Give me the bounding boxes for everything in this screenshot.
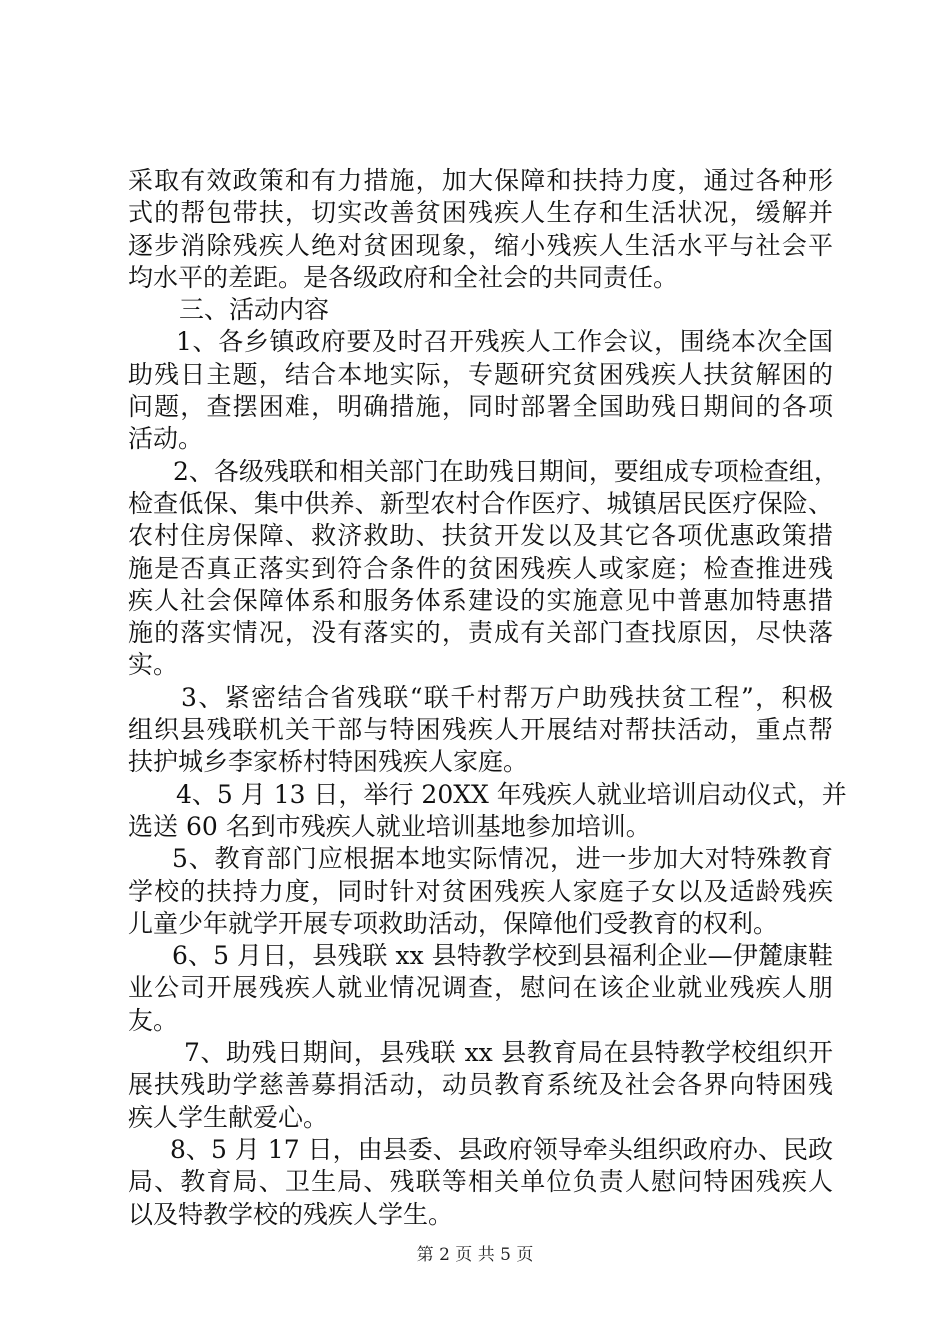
text-line: 疾人学生献爱心。 (128, 1102, 329, 1132)
text-line: 施的落实情况，没有落实的，责成有关部门查找原因，尽快落 (128, 618, 833, 648)
text-line: 式的帮包带扶，切实改善贫困残疾人生存和生活状况，缓解并 (128, 198, 833, 228)
text-line: 展扶残助学慈善募捐活动，动员教育系统及社会各界向特困残 (128, 1070, 833, 1100)
text-line: 助残日主题，结合本地实际，专题研究贫困残疾人扶贫解困的 (128, 359, 833, 389)
text-line: 组织县残联机关干部与特困残疾人开展结对帮扶活动，重点帮 (128, 715, 833, 745)
text-line: 逐步消除残疾人绝对贫困现象，缩小残疾人生活水平与社会平 (128, 230, 833, 260)
text-line: 选送 60 名到市残疾人就业培训基地参加培训。 (128, 811, 651, 841)
text-line: 1、各乡镇政府要及时召开残疾人工作会议，围绕本次全国 (176, 327, 833, 357)
text-line: 检查低保、集中供养、新型农村合作医疗、城镇居民医疗保险、 (128, 488, 833, 518)
text-line: 问题，查摆困难，明确措施，同时部署全国助残日期间的各项 (128, 392, 833, 422)
text-line: 扶护城乡李家桥村特困残疾人家庭。 (128, 747, 529, 777)
text-line: 施是否真正落实到符合条件的贫困残疾人或家庭；检查推进残 (128, 553, 833, 583)
text-line: 学校的扶持力度，同时针对贫困残疾人家庭子女以及适龄残疾 (128, 876, 833, 906)
text-line: 局、教育局、卫生局、残联等相关单位负责人慰问特困残疾人 (128, 1167, 833, 1197)
text-line: 农村住房保障、救济救助、扶贫开发以及其它各项优惠政策措 (128, 521, 833, 551)
text-line: 实。 (128, 650, 179, 680)
text-line: 8、5 月 17 日，由县委、县政府领导牵头组织政府办、民政 (170, 1134, 833, 1164)
text-line: 5、教育部门应根据本地实际情况，进一步加大对特殊教育 (172, 844, 833, 874)
text-line: 以及特教学校的残疾人学生。 (128, 1199, 454, 1229)
text-line: 儿童少年就学开展专项救助活动，保障他们受教育的权利。 (128, 908, 779, 938)
text-line: 6、5 月日，县残联 xx 县特教学校到县福利企业—伊麓康鞋 (172, 941, 833, 971)
text-line: 7、助残日期间，县残联 xx 县教育局在县特教学校组织开 (184, 1038, 833, 1068)
text-line: 3、紧密结合省残联“联千村帮万户助残扶贫工程”，积极 (181, 682, 833, 712)
text-line: 采取有效政策和有力措施，加大保障和扶持力度，通过各种形 (128, 166, 833, 195)
text-line: 三、活动内容 (179, 295, 330, 325)
page-footer: 第 2 页 共 5 页 (416, 1245, 534, 1265)
text-line: 活动。 (128, 424, 204, 454)
text-line: 疾人社会保障体系和服务体系建设的实施意见中普惠加特惠措 (128, 585, 833, 615)
text-line: 2、各级残联和相关部门在助残日期间，要组成专项检查组， (173, 456, 839, 486)
text-line: 均水平的差距。是各级政府和全社会的共同责任。 (128, 262, 679, 292)
text-line: 业公司开展残疾人就业情况调查，慰问在该企业就业残疾人朋 (128, 973, 833, 1003)
text-line: 友。 (128, 1005, 179, 1035)
text-line: 4、5 月 13 日，举行 20XX 年残疾人就业培训启动仪式，并 (176, 779, 847, 809)
document-body (128, 165, 847, 1231)
